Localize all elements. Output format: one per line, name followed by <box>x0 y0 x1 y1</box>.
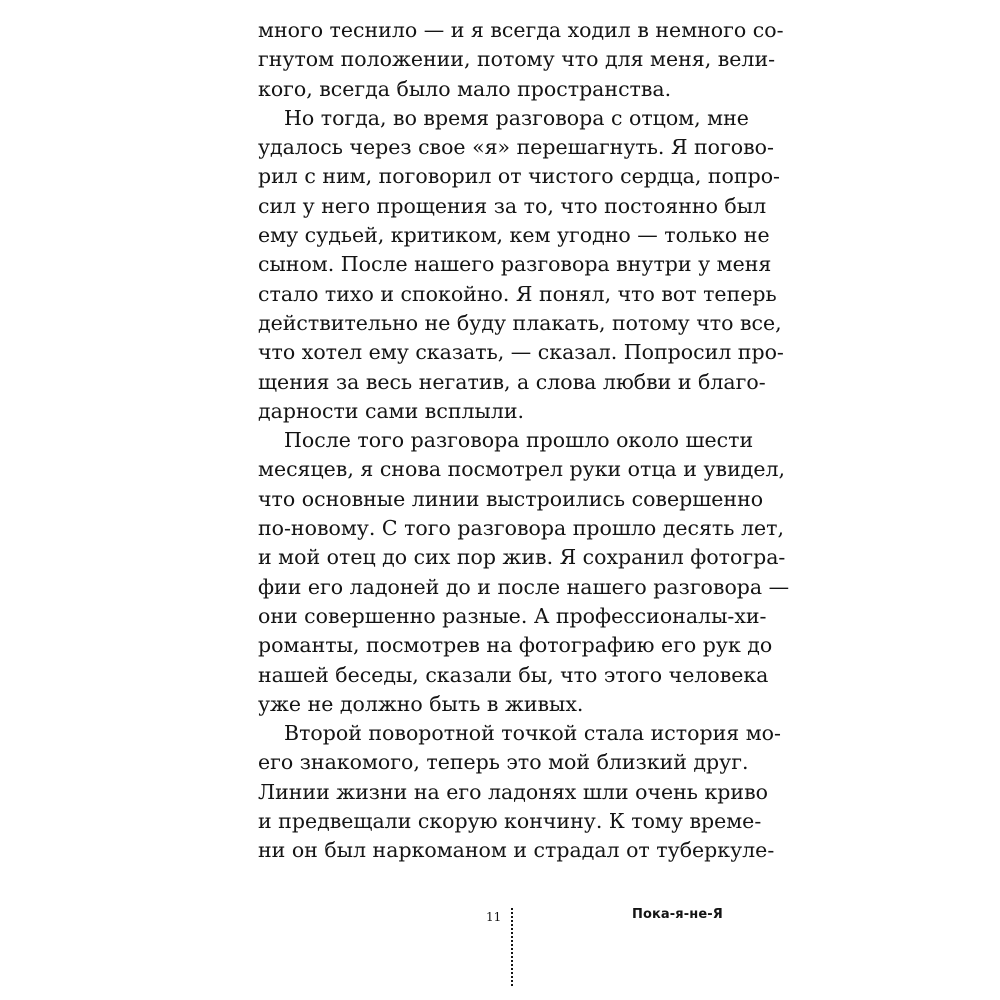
text-line: стало тихо и спокойно. Я понял, что вот теперь <box>258 281 777 306</box>
text-line: рил с ним, поговорил от чистого сердца, попро- <box>258 164 780 189</box>
text-line: ни он был наркоманом и страдал от туберкуле- <box>258 838 775 863</box>
text-line: романты, посмотрев на фотографию его рук до <box>258 633 773 658</box>
page-number: 11 <box>486 910 502 924</box>
text-line: много теснило — и я всегда ходил в немного со- <box>258 18 784 42</box>
text-line: действительно не буду плакать, потому что все, <box>258 310 782 335</box>
text-line: гнутом положении, потому что для меня, вели- <box>258 47 776 72</box>
footer-divider <box>511 908 513 986</box>
text-line: месяцев, я снова посмотрел руки отца и увидел, <box>258 457 786 482</box>
text-line: и мой отец до сих пор жив. Я сохранил фотогра- <box>258 545 786 570</box>
text-line: кого, всегда было мало пространства. <box>258 76 672 101</box>
text-line: дарности сами всплыли. <box>258 398 525 423</box>
text-line: ему судьей, критиком, кем угодно — только не <box>258 223 770 248</box>
text-line: удалось через свое «я» перешагнуть. Я погово- <box>258 135 774 160</box>
text-line: сил у него прощения за то, что постоянно был <box>258 193 767 218</box>
text-line: они совершенно разные. А профессионалы-хи- <box>258 603 767 628</box>
body-text <box>258 16 790 866</box>
text-line: щения за весь негатив, а слова любви и благо- <box>258 369 766 394</box>
text-line: После того разговора прошло около шести <box>284 428 754 453</box>
text-line: Линии жизни на его ладонях шли очень криво <box>258 779 768 804</box>
text-line: уже не должно быть в живых. <box>258 691 584 716</box>
text-line: и предвещали скорую кончину. К тому време- <box>258 809 762 834</box>
text-line: фии его ладоней до и после нашего разговора — <box>258 574 790 599</box>
running-title: Пока-я-не-Я <box>632 907 723 922</box>
text-line: нашей беседы, сказали бы, что этого человека <box>258 662 769 687</box>
text-line: что основные линии выстроились совершенно <box>258 486 764 511</box>
text-line: по-новому. С того разговора прошло десять лет, <box>258 516 784 541</box>
text-line: сыном. После нашего разговора внутри у меня <box>258 252 772 277</box>
text-line: что хотел ему сказать, — сказал. Попросил про- <box>258 340 784 365</box>
text-line: Второй поворотной точкой стала история мо- <box>284 721 781 746</box>
text-line: Но тогда, во время разговора с отцом, мне <box>284 105 749 130</box>
text-line: его знакомого, теперь это мой близкий друг. <box>258 750 749 775</box>
